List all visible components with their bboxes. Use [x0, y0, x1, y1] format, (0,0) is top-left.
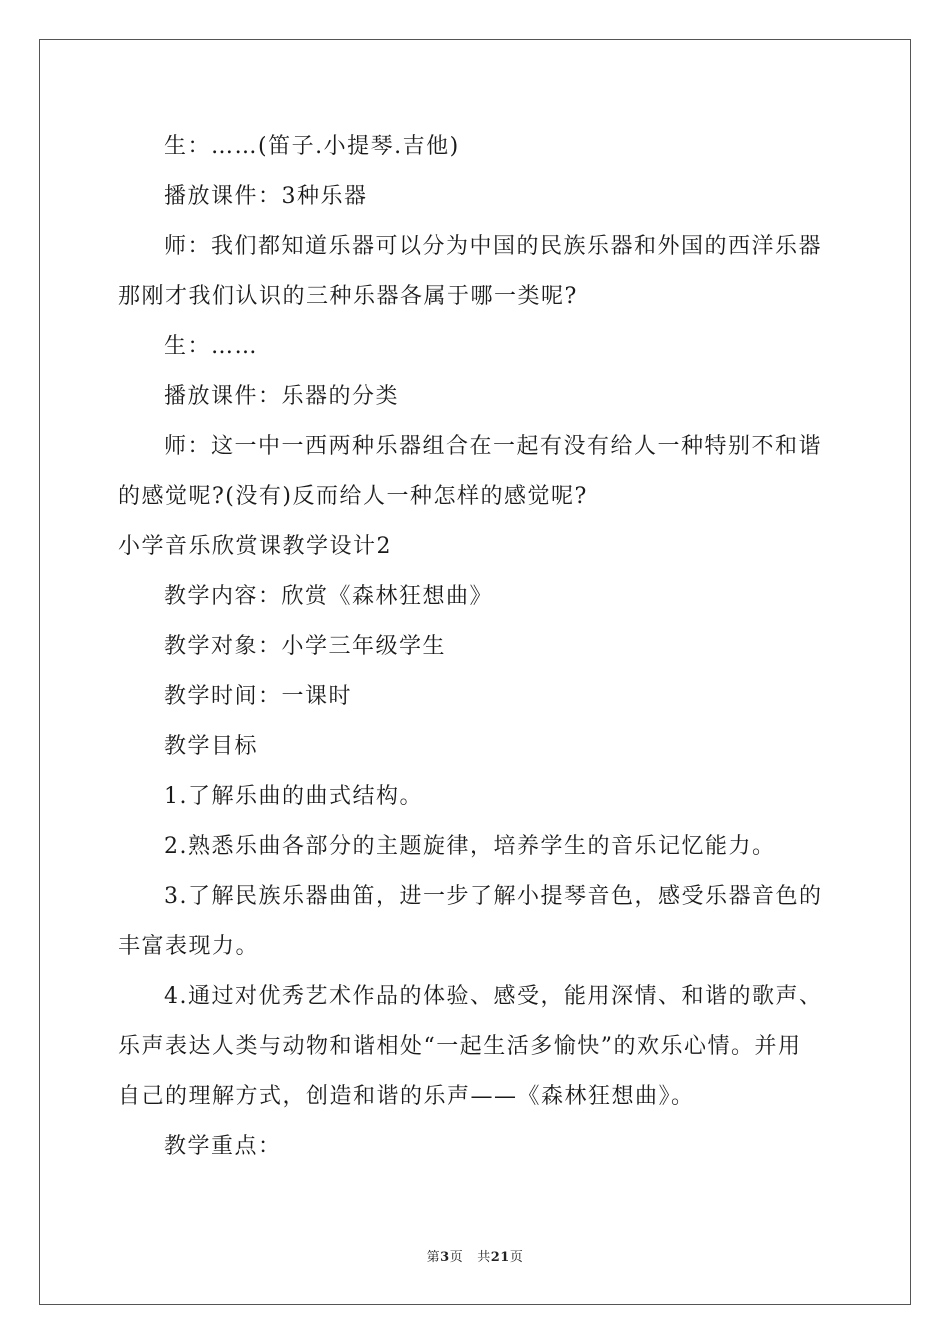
paragraph-continuation: 乐声表达人类与动物和谐相处“一起生活多愉快”的欢乐心情。并用	[118, 1034, 802, 1059]
page-suffix: 页	[449, 1250, 464, 1265]
paragraph-continuation: 自己的理解方式，创造和谐的乐声——《森林狂想曲》。	[118, 1084, 695, 1109]
page-number: 3	[440, 1250, 450, 1265]
paragraph: 教学重点：	[164, 1134, 282, 1159]
paragraph: 教学内容：欣赏《森林狂想曲》	[164, 584, 494, 609]
paragraph-continuation: 那刚才我们认识的三种乐器各属于哪一类呢?	[118, 284, 578, 309]
page-prefix: 第	[426, 1250, 441, 1265]
paragraph-continuation: 的感觉呢?(没有)反而给人一种怎样的感觉呢?	[118, 484, 588, 509]
paragraph: 师：这一中一西两种乐器组合在一起有没有给人一种特别不和谐	[164, 434, 823, 459]
paragraph: 师：我们都知道乐器可以分为中国的民族乐器和外国的西洋乐器	[164, 234, 823, 259]
list-item: 3.了解民族乐器曲笛，进一步了解小提琴音色，感受乐器音色的	[164, 884, 823, 909]
list-item: 4.通过对优秀艺术作品的体验、感受，能用深情、和谐的歌声、	[164, 984, 823, 1009]
paragraph: 教学目标	[164, 734, 259, 759]
list-item: 2.熟悉乐曲各部分的主题旋律，培养学生的音乐记忆能力。	[164, 834, 776, 859]
paragraph-continuation: 丰富表现力。	[118, 934, 260, 959]
total-suffix: 页	[509, 1250, 524, 1265]
paragraph: 教学对象：小学三年级学生	[164, 634, 447, 659]
paragraph: 教学时间：一课时	[164, 684, 353, 709]
section-heading: 小学音乐欣赏课教学设计2	[118, 534, 392, 559]
paragraph: 播放课件：3种乐器	[164, 184, 368, 209]
list-item: 1.了解乐曲的曲式结构。	[164, 784, 423, 809]
total-prefix: 共	[477, 1250, 491, 1265]
paragraph: 播放课件：乐器的分类	[164, 384, 400, 409]
page-footer	[0, 1246, 950, 1265]
total-pages: 21	[490, 1250, 510, 1265]
paragraph: 生：……	[164, 334, 259, 359]
paragraph: 生：……(笛子.小提琴.吉他)	[164, 134, 460, 159]
document-body	[118, 122, 834, 1172]
